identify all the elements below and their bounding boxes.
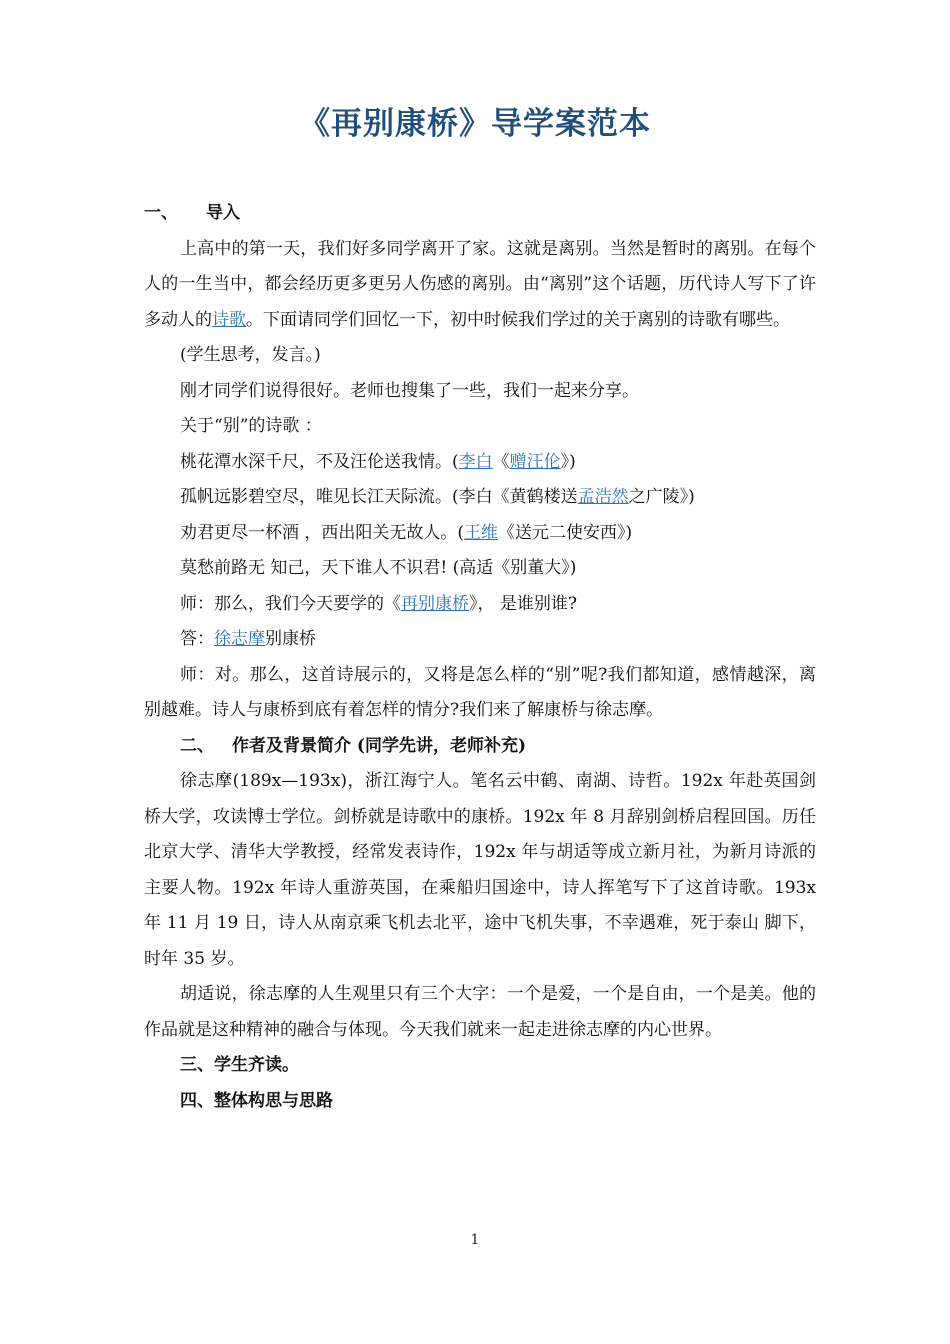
link-xu-zhimo[interactable]: 徐志摩 (214, 629, 265, 649)
link-zai-bie-kang-qiao[interactable]: 再别康桥 (401, 593, 469, 614)
poem-text: 孤帆远影碧空尽，唯见长江天际流。(李白《黄鹤楼送 (180, 487, 578, 507)
section-label: 导入 (206, 203, 240, 223)
section-number: 二、 (180, 735, 214, 756)
intro-paragraph (144, 232, 816, 339)
poem-4: 莫愁前路无 知己，天下谁人不识君! (高适《别董大》) (180, 558, 577, 578)
teacher-share: 刚才同学们说得很好。老师也搜集了一些，我们一起来分享。 (180, 380, 639, 401)
student-think: (学生思考，发言。) (180, 345, 321, 365)
answer-text: 别康桥 (265, 629, 316, 649)
poems-heading: 关于“别”的诗歌 ： (180, 416, 322, 436)
page-number: 1 (470, 1232, 480, 1248)
poem-text: 《 (492, 451, 510, 472)
section-heading-author (144, 729, 816, 765)
poem-text: 》) (560, 451, 576, 472)
link-meng-haoran[interactable]: 孟浩然 (577, 487, 629, 507)
hushi-paragraph: 胡适说，徐志摩的人生观里只有三个大字：一个是爱，一个是自由，一个是美。他的作品就是这种精神的融合与体现。今天我们就来一起走进徐志摩的内心世界。 (144, 984, 816, 1040)
intro-text-end: 。下面请同学们回忆一下，初中时候我们学过的关于离别的诗歌有哪些。 (246, 309, 790, 330)
section-heading-structure: 四、整体构思与思路 (180, 1090, 333, 1111)
answer-text: 答： (180, 629, 214, 649)
poem-text: 桃花潭水深千尺，不及汪伦送我情。( (180, 451, 459, 472)
teacher-question (144, 587, 816, 623)
link-poetry[interactable]: 诗歌 (212, 309, 246, 330)
bio-paragraph: 徐志摩(189x—193x)，浙江海宁人。笔名云中鹤、南湖、诗哲。192x 年赴英国剑桥大学，攻读博士学位。剑桥就是诗歌中的康桥。192x 年 8 月辞别剑桥启程回国。历任北京大学、清华大学教授，经常发表诗作，192x 年与胡适等成立新月社，为新月诗派的主要人物。192x 年诗人重游英国，在乘船归国途中，诗人挥笔写下了这首诗歌。193x 年 11 月 19 日，诗人从南京乘飞机去北平，途中飞机失事，不幸遇难，死于泰山 脚下，时年 35 岁。 (144, 771, 816, 969)
document-body (144, 196, 816, 1119)
section-heading-reading: 三、学生齐读。 (180, 1055, 299, 1075)
link-zeng-wang-lun[interactable]: 赠汪伦 (509, 451, 561, 472)
teacher-paragraph: 师：对。那么，这首诗展示的，又将是怎么样的“别”呢?我们都知道，感情越深，离别越难。诗人与康桥到底有着怎样的情分?我们来了解康桥与徐志摩。 (144, 664, 816, 720)
link-wang-wei[interactable]: 王维 (464, 522, 499, 543)
answer (144, 622, 816, 658)
poem-text: 之广陵》) (628, 487, 695, 507)
section-number: 一、 (144, 203, 178, 223)
poem-text: 劝君更尽一杯酒 ，西出阳关无故人。( (180, 522, 465, 543)
question-text: 师：那么，我们今天要学的《 (180, 593, 401, 614)
section-label: 作者及背景简介 (同学先讲，老师补充) (232, 735, 527, 756)
poem-2 (144, 480, 816, 516)
poem-3 (144, 516, 816, 552)
question-text: 》， 是谁别谁? (469, 593, 578, 614)
poem-1 (144, 445, 816, 481)
poem-text: 《送元二使安西》) (498, 522, 633, 543)
link-li-bai[interactable]: 李白 (458, 451, 493, 472)
section-heading-intro (144, 196, 816, 232)
document-title: 《再别康桥》导学案范本 (299, 106, 651, 142)
intro-text: 上高中的第一天，我们好多同学离开了家。这就是离别。当然是暂时的离别。在每个人的一生当中，都会经历更多更另人伤感的离别。由“离别”这个话题，历代诗人写下了许多动人的 (144, 238, 816, 330)
